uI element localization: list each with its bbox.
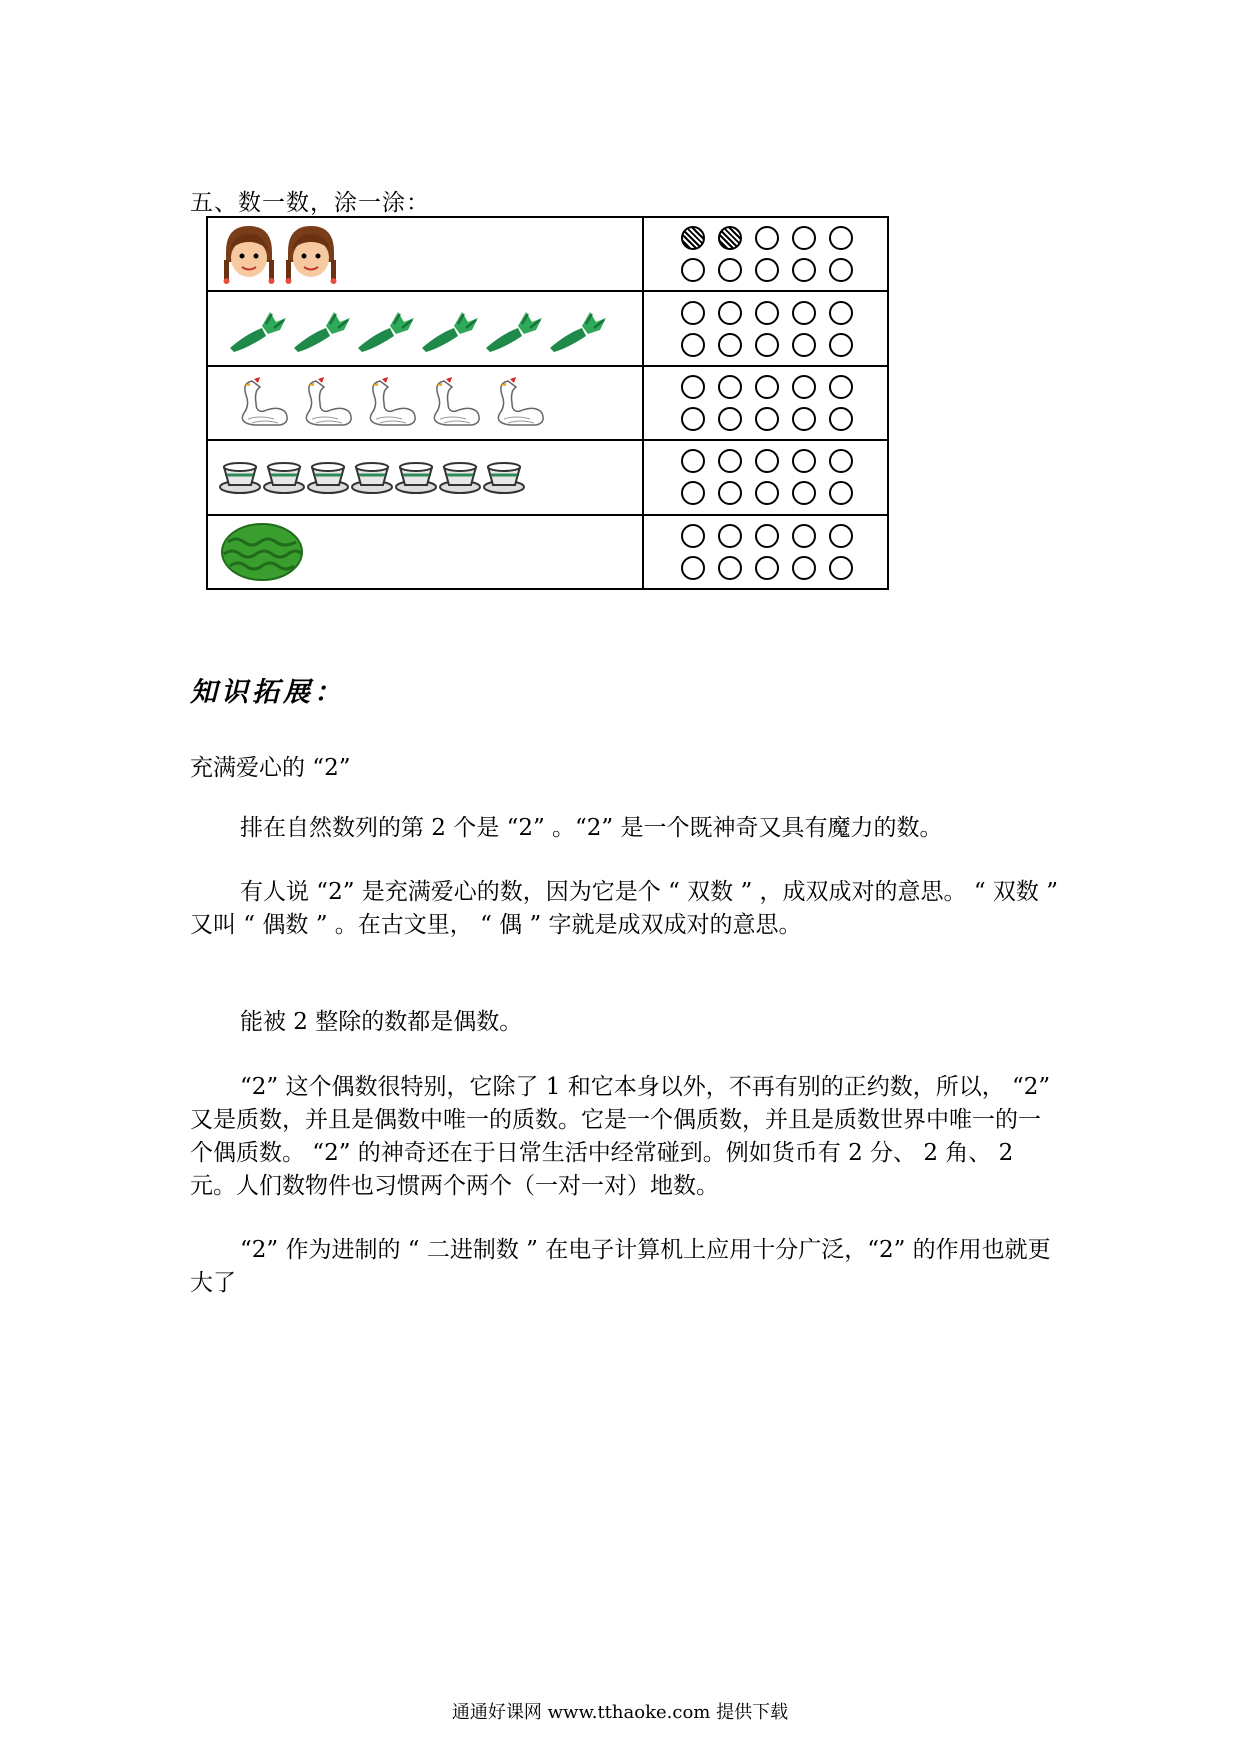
table-row [207,291,888,365]
answer-circle[interactable] [718,407,742,431]
circle-cell [643,440,888,514]
answer-circle[interactable] [792,481,816,505]
swan-icon [486,373,550,433]
circle-grid [644,301,887,357]
circle-cell [643,217,888,291]
picture-cell [207,515,643,589]
answer-circle[interactable] [792,258,816,282]
circle-grid [644,375,887,431]
answer-circle[interactable] [829,556,853,580]
circle-grid [644,449,887,505]
cup-icon [482,459,526,495]
circle-grid [644,226,887,282]
answer-circle[interactable] [829,407,853,431]
footer-text: 通通好课网 www.tthaoke.com 提供下载 [451,1702,789,1723]
swan-icon [358,373,422,433]
answer-circle[interactable] [681,258,705,282]
paragraph: 排在自然数列的第 2 个是 “2” 。“2” 是一个既神奇又具有魔力的数。 [240,815,943,841]
picture-cell [207,217,643,291]
cup-icon [394,459,438,495]
answer-circle[interactable] [718,258,742,282]
swan-icon [294,373,358,433]
answer-circle[interactable] [681,449,705,473]
circle-cell [643,366,888,440]
swan-icon [422,373,486,433]
answer-circle[interactable] [829,449,853,473]
answer-circle[interactable] [718,524,742,548]
answer-circle[interactable] [755,407,779,431]
girl-pictures [208,222,642,286]
answer-circle[interactable] [681,556,705,580]
cucumber-icon [226,304,290,354]
picture-cell [207,366,643,440]
cup-icon [218,459,262,495]
paragraph: “2” 作为进制的 “ 二进制数 ” 在电子计算机上应用十分广泛，“2” 的作用也就更大了 [190,1237,1051,1296]
answer-circle[interactable] [829,258,853,282]
answer-circle[interactable] [681,333,705,357]
filled-circle[interactable] [718,226,742,250]
girl-icon [282,222,340,286]
answer-circle[interactable] [829,301,853,325]
answer-circle[interactable] [718,333,742,357]
answer-circle[interactable] [718,556,742,580]
picture-cell [207,291,643,365]
cup-icon [350,459,394,495]
answer-circle[interactable] [681,481,705,505]
answer-circle[interactable] [755,301,779,325]
answer-circle[interactable] [681,301,705,325]
cup-icon [262,459,306,495]
table-row [207,515,888,589]
answer-circle[interactable] [792,524,816,548]
answer-circle[interactable] [829,375,853,399]
answer-circle[interactable] [792,556,816,580]
girl-icon [220,222,278,286]
extension-subtitle: 充满爱心的 “2” [190,755,351,781]
table-row [207,366,888,440]
cup-pictures [208,459,642,495]
answer-circle[interactable] [829,226,853,250]
answer-circle[interactable] [755,556,779,580]
answer-circle[interactable] [792,226,816,250]
circle-cell [643,291,888,365]
watermelon-pictures [208,522,642,582]
filled-circle[interactable] [681,226,705,250]
answer-circle[interactable] [681,375,705,399]
table-row [207,217,888,291]
paragraph: “2” 这个偶数很特别，它除了 1 和它本身以外，不再有别的正约数，所以， “2” 又是质数，并且是偶数中唯一的质数。它是一个偶质数，并且是质数世界中唯一的一个偶质数。 “2” 的神奇还在于日常生活中经常碰到。例如货币有 2 分、 2 角、 2 元。人们数物件也习惯两个两个（一对一对）地数。 [190,1074,1051,1199]
cucumber-icon [546,304,610,354]
counting-table [206,216,889,590]
answer-circle[interactable] [755,258,779,282]
answer-circle[interactable] [755,333,779,357]
answer-circle[interactable] [681,524,705,548]
answer-circle[interactable] [681,407,705,431]
answer-circle[interactable] [792,375,816,399]
answer-circle[interactable] [829,333,853,357]
cucumber-icon [290,304,354,354]
answer-circle[interactable] [718,301,742,325]
circle-cell [643,515,888,589]
table-row [207,440,888,514]
answer-circle[interactable] [792,301,816,325]
answer-circle[interactable] [792,407,816,431]
extension-heading: 知识拓展： [190,677,345,708]
paragraph: 有人说 “2” 是充满爱心的数，因为它是个 “ 双数 ” ，成双成对的意思。 “ 双数 ” 又叫 “ 偶数 ” 。在古文里， “ 偶 ” 字就是成双成对的意思。 [190,879,1058,938]
answer-circle[interactable] [755,226,779,250]
swan-icon [230,373,294,433]
answer-circle[interactable] [718,481,742,505]
answer-circle[interactable] [755,375,779,399]
answer-circle[interactable] [829,481,853,505]
exercise-title: 五、数一数，涂一涂： [190,190,430,216]
answer-circle[interactable] [829,524,853,548]
cucumber-icon [354,304,418,354]
answer-circle[interactable] [755,449,779,473]
answer-circle[interactable] [792,333,816,357]
watermelon-icon [220,522,304,582]
answer-circle[interactable] [718,375,742,399]
picture-cell [207,440,643,514]
cucumber-icon [418,304,482,354]
circle-grid [644,524,887,580]
swan-pictures [208,373,642,433]
cup-icon [306,459,350,495]
cup-icon [438,459,482,495]
answer-circle[interactable] [755,481,779,505]
paragraph: 能被 2 整除的数都是偶数。 [240,1009,523,1035]
answer-circle[interactable] [792,449,816,473]
answer-circle[interactable] [755,524,779,548]
cucumber-icon [482,304,546,354]
answer-circle[interactable] [718,449,742,473]
cucumber-pictures [208,304,642,354]
